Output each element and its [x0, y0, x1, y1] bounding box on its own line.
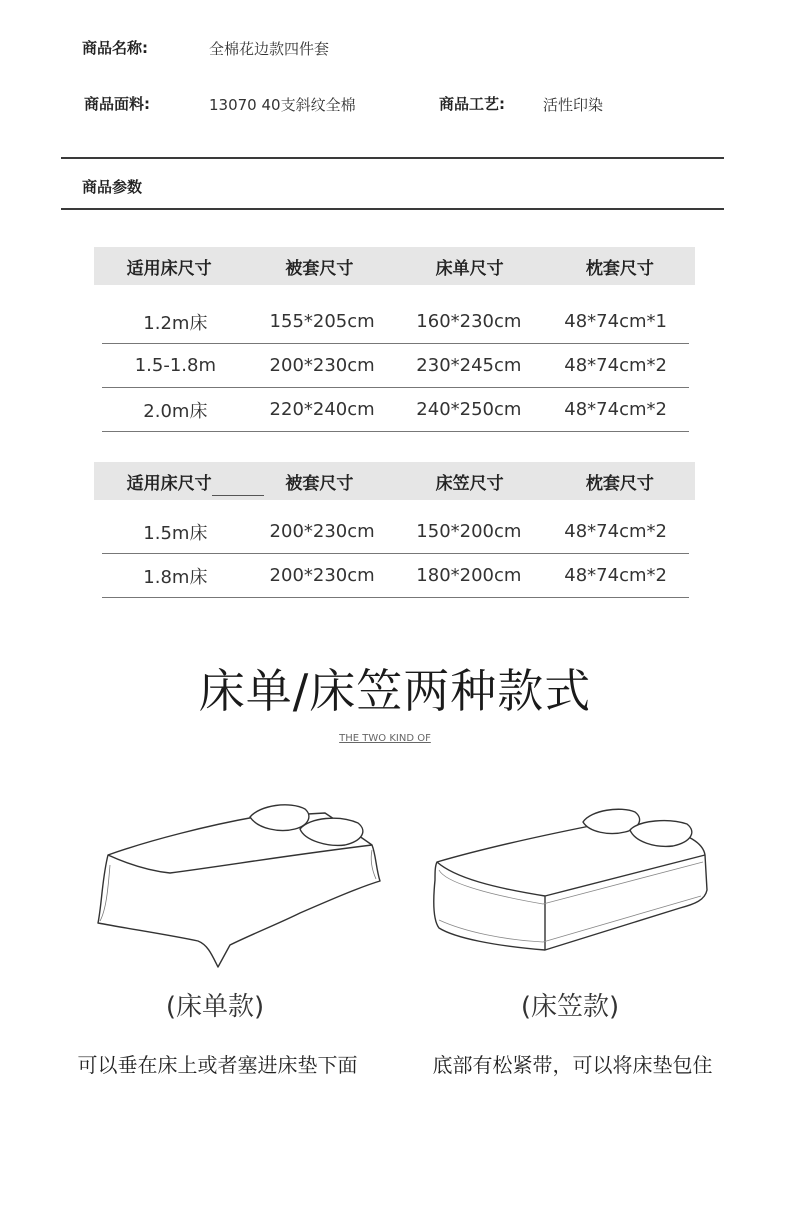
header-duvet-size: 被套尺寸 — [285, 473, 354, 494]
table-header — [94, 462, 695, 500]
table-header — [94, 247, 695, 285]
cell: 160*230cm — [416, 311, 522, 332]
header-pillowcase-size: 枕套尺寸 — [585, 258, 654, 279]
divider-top — [61, 157, 724, 159]
fabric-label: 商品面料: — [84, 95, 150, 113]
flat-sheet-bed-icon — [90, 795, 390, 975]
fabric-value: 13070 40支斜纹全棉 — [209, 96, 356, 114]
cell: 220*240cm — [269, 399, 375, 420]
size-table-fitted-sheet — [94, 462, 695, 598]
craft-label: 商品工艺: — [439, 95, 505, 113]
table-row — [102, 554, 689, 598]
cell: 1.8m床 — [143, 566, 208, 588]
cell: 150*200cm — [416, 521, 522, 542]
table-row — [102, 510, 689, 554]
fitted-sheet-bed-icon — [425, 800, 715, 960]
header-underline — [212, 495, 264, 496]
cell: 48*74cm*2 — [564, 565, 667, 586]
fitted-sheet-caption: (床笠款) — [520, 992, 620, 1022]
cell: 200*230cm — [269, 565, 375, 586]
cell: 230*245cm — [416, 355, 522, 376]
header-sheet-size: 床单尺寸 — [435, 258, 504, 279]
header-duvet-size: 被套尺寸 — [285, 258, 354, 279]
cell: 48*74cm*2 — [564, 355, 667, 376]
cell: 240*250cm — [416, 399, 522, 420]
params-heading: 商品参数 — [82, 178, 143, 196]
header-bed-size: 适用床尺寸 — [126, 258, 212, 279]
section-title: 床单/床笠两种款式 — [198, 664, 592, 718]
craft-value: 活性印染 — [543, 96, 604, 114]
cell: 48*74cm*2 — [564, 399, 667, 420]
cell: 1.5m床 — [143, 522, 208, 544]
product-name-label: 商品名称: — [82, 39, 148, 57]
cell: 1.5-1.8m — [134, 355, 217, 376]
header-pillowcase-size: 枕套尺寸 — [585, 473, 654, 494]
header-fitted-size: 床笠尺寸 — [435, 473, 504, 494]
table-row — [102, 388, 689, 432]
cell: 48*74cm*1 — [564, 311, 667, 332]
section-subtitle: THE TWO KIND OF — [339, 733, 431, 744]
flat-sheet-description: 可以垂在床上或者塞进床垫下面 — [77, 1053, 358, 1077]
size-table-flat-sheet — [94, 247, 695, 432]
cell: 200*230cm — [269, 355, 375, 376]
table-row — [102, 300, 689, 344]
divider-bottom — [61, 208, 724, 210]
cell: 1.2m床 — [143, 312, 208, 334]
cell: 48*74cm*2 — [564, 521, 667, 542]
product-name-value: 全棉花边款四件套 — [209, 40, 330, 58]
cell: 155*205cm — [269, 311, 375, 332]
cell: 2.0m床 — [143, 400, 208, 422]
cell: 180*200cm — [416, 565, 522, 586]
table-row — [102, 344, 689, 388]
flat-sheet-caption: (床单款) — [165, 992, 265, 1022]
header-bed-size: 适用床尺寸 — [126, 473, 212, 494]
cell: 200*230cm — [269, 521, 375, 542]
fitted-sheet-description: 底部有松紧带，可以将床垫包住 — [432, 1053, 713, 1077]
